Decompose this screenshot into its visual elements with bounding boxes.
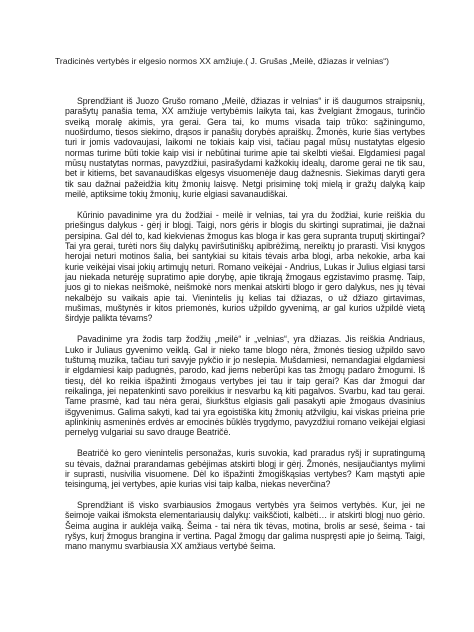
paragraph-1: Sprendžiant iš Juozo Grušo romano „Meilė, džiazas ir velnias“ ir iš daugumos straipsnių, parašytų panašia tema, XX amžiuje vertybėmis laikyta tai, kas žvelgiant žmogaus, turinčio sveiką moralę akimis, yra gerai. Gera tai, ko mums visada taip trūko: sąžiningumo, nuoširdumo, tiesos siekimo, drąsos ir panašių dorybės apraiškų. Žmonės, kurie šias vertybes turi ir jomis vadovaujasi, laikomi ne tokiais kaip visi, tačiau pagal mūsų nustatytas elgesio normas turime būti tokie kaip visi ir nebūtinai turime apie tai skelbti viešai. Elgdamiesi pagal mūsų nustatytas normas, pavyzdžiui, pasirašydami kažkokių idealų, darome gerai ne tik sau, bet ir kitiems, bet savanaudiškas elgesys visuomenėje daug dažnesnis. Siekimas daryti gera tik sau dažnai pažeidžia kitų žmonių laisvę. Netgi prisiminę tokį mielą ir gražų dalyką kaip meilė, aptiksime tokių žmonių, kurie elgiasi savanaudiškai.: [65, 96, 425, 200]
document-body: [65, 96, 425, 562]
paragraph-3: Pavadinime yra žodis tarp žodžių „meilė“ ir „velnias“, yra džiazas. Jis reiškia Andriaus, Luko ir Juliaus gyvenimo veiklą. Gal ir nieko tame blogo nėra, žmonės tiesiog užpildo savo tuštumą muzika, tačiau turi savyje pykčio ir jo neslepia. Mušdamiesi, nemandagiai elgdamiesi ir elgdamiesi kaip padugnės, parodo, kad jiems neberūpi kas tas žmogų padaro žmogumi. Iš tiesų, dėl ko reikia išpažinti žmogaus vertybes jei tau ir taip gerai? Kas dar žmogui dar reikalinga, jei nepatenkinti savo poreikius ir nesvarbu ką kiti pagalvos. Svarbu, kad tau gerai. Tame prasmė, kad tau nėra gerai, šiurkštus elgiasis gali pasakyti apie žmogaus dvasinius išgyvenimus. Galima sakyti, kad tai yra egoistiška kitų žmonių atžvilgiu, kai viskas prieina prie aplinkinių asmeninės erdvės ar emocinės būklės trygdymo, pavyzdžiui romano veikėjai elgiasi pernelyg vulgariai su savo drauge Beatričė.: [65, 334, 425, 438]
paragraph-4: Beatričė ko gero vienintelis personažas, kuris suvokia, kad praradus ryšį ir supratingumą su tėvais, dažnai prarandamas gebėjimas atskirti blogį ir gėrį. Žmonės, nesijaučiantys mylimi ir suprasti, nusivilia visuomene. Dėl ko išpažinti žmogiškąsias vertybes? Kam mąstyti apie teisingumą, jei vertybes, apie kurias visi taip kalba, niekas neverčina?: [65, 448, 425, 490]
paragraph-5: Sprendžiant iš visko svarbiausios žmogaus vertybės yra šeimos vertybės. Kur, jei ne šeimoje vaikai išmoksta elementariausių dalykų: vaikščioti, kalbėti… ir atskirti blogį nuo gėrio. Šeima augina ir auklėja vaiką. Šeima - tai nėra tik tėvas, motina, brolis ar sesė, šeima - tai ryšys, kurį žmogus brangina ir vertina. Pagal žmogų dar galima nuspręsti apie jo šeimą. Taigi, mano manymu svarbiausia XX amžiaus vertybė šeima.: [65, 500, 425, 552]
paragraph-2: Kūrinio pavadinime yra du žodžiai - meilė ir velnias, tai yra du žodžiai, kurie reiškia du priešingus dalykus - gėrį ir blogį. Taigi, nors gėris ir blogis du skirtingi supratimai, jie dažnai persipina. Gal dėl to, kad kiekvienas žmogus kas bloga ir kas gera supranta truputį skirtingai? Tai yra gerai, turėti nors šių dalykų paviršutiniškų apibrėžimą, nereiktų jo prarasti. Visi knygos herojai neturi motinos šalia, bei santykiai su kitais tėvais arba blogi, arba nekokie, arba kai kurie veikėjai visai jokių artimųjų neturi. Romano veikėjai - Andrius, Lukas ir Julius elgiasi tarsi jau niekada neturėję supratimo apie dorybę, apie tikrąją žmogaus egzistavimo prasmę. Taip, juos gi to niekas neišmokė, neišmokė nors menkai atskirti blogo ir gero dalykus, nes jų tėvai nekalbėjo su vaikais apie tai. Vienintelis jų kelias tai džiazas, o už džiazo girtavimas, mušimas, muštynės ir kitos priemonės, kurios užpildo gyvenimą, ar gal kurios užpildė vietą širdyje palikta tėvams?: [65, 209, 425, 324]
document-title: Tradicinės vertybės ir elgesio normos XX amžiuje.( J. Grušas „Meilė, džiazas ir velnias“): [55, 56, 389, 66]
